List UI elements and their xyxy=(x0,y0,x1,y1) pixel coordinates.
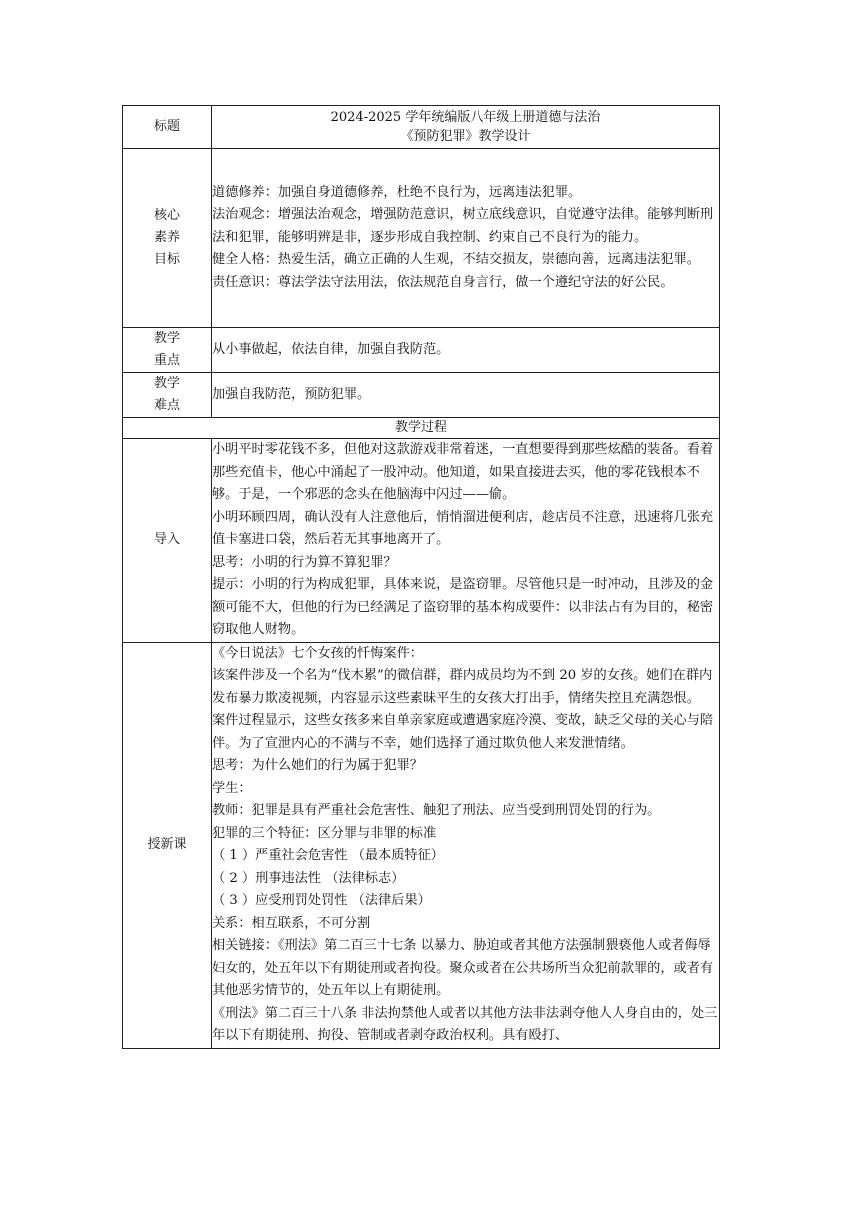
paragraph: 相关链接：《刑法》第二百三十七条 以暴力、胁迫或者其他方法强制猥亵他人或者侮辱妇女的，处五年以下有期徒刑或者拘役。聚众或者在公共场所当众犯前款罪的，或者有其他恶劣情节的，处五年以上有期徒刑。 xyxy=(212,938,714,998)
label-line: 难点 xyxy=(153,398,180,413)
process-header-row xyxy=(123,418,720,439)
label-line: 教学 xyxy=(153,376,180,391)
paragraph: 犯罪的三个特征：区分罪与非罪的标准 xyxy=(212,825,437,841)
paragraph: 教师：犯罪是具有严重社会危害性、触犯了刑法、应当受到刑罚处罚的行为。 xyxy=(212,803,661,818)
new-lesson-content xyxy=(212,642,720,1048)
paragraph: 《刑法》第二百三十八条 非法拘禁他人或者以其他方法非法剥夺他人人身自由的，处三年以下有期徒刑、拘役、管制或者剥夺政治权利。具有殴打、 xyxy=(212,1005,718,1043)
paragraph: 关系：相互联系，不可分割 xyxy=(212,915,371,931)
intro-row xyxy=(123,439,720,643)
paragraph: （ 1 ）严重社会危害性 （最本质特征） xyxy=(212,848,444,863)
paragraph: 案件过程显示，这些女孩多来自单亲家庭或遭遇家庭冷漠、变故，缺乏父母的关心与陪伴。为了宣泄内心的不满与不幸，她们选择了通过欺负他人来发泄情绪。 xyxy=(212,713,714,751)
lesson-plan-table xyxy=(122,105,720,1049)
paragraph: （ 2 ）刑事违法性 （法律标志） xyxy=(212,870,405,886)
key-point-content: 从小事做起，依法自律，加强自我防范。 xyxy=(212,328,720,373)
paragraph: 提示：小明的行为构成犯罪，具体来说，是盗窃罪。尽管他只是一时冲动，且涉及的金额可能不大，但他的行为已经满足了盗窃罪的基本构成要件：以非法占有为目的，秘密窃取他人财物。 xyxy=(212,577,714,637)
label-line: 教学 xyxy=(153,331,180,346)
key-point-label xyxy=(123,328,212,373)
label-line: 目标 xyxy=(153,252,180,267)
paragraph: 法治观念：增强法治观念，增强防范意识，树立底线意识，自觉遵守法律。能够判断刑法和犯罪，能够明辨是非，逐步形成自我控制、约束自己不良行为的能力。 xyxy=(212,207,714,245)
label-line: 素养 xyxy=(153,230,180,245)
core-competency-content xyxy=(212,149,720,328)
intro-content xyxy=(212,439,720,643)
paragraph: 责任意识：尊法学法守法用法，依法规范自身言行，做一个遵纪守法的好公民。 xyxy=(212,274,674,290)
key-point-row xyxy=(123,328,720,373)
paragraph: 学生： xyxy=(212,780,252,796)
difficulty-label xyxy=(123,373,212,418)
difficulty-content: 加强自我防范，预防犯罪。 xyxy=(212,373,720,418)
title-line-2: 《预防犯罪》教学设计 xyxy=(400,129,531,144)
title-line-1: 2024-2025 学年统编版八年级上册道德与法治 xyxy=(330,110,601,125)
paragraph: 思考：为什么她们的行为属于犯罪？ xyxy=(212,758,423,773)
process-header: 教学过程 xyxy=(123,418,720,439)
new-lesson-row xyxy=(123,642,720,1048)
core-competency-label xyxy=(123,149,212,328)
paragraph: 《今日说法》七个女孩的忏悔案件： xyxy=(212,645,423,661)
paragraph: 该案件涉及一个名为“伐木累”的微信群，群内成员均为不到 20 岁的女孩。她们在群内发布暴力欺凌视频，内容显示这些素昧平生的女孩大打出手，情绪失控且充满怨恨。 xyxy=(212,668,713,706)
label-line: 重点 xyxy=(153,353,180,368)
label-line: 核心 xyxy=(153,208,180,223)
paragraph: 小明平时零花钱不多，但他对这款游戏非常着迷，一直想要得到那些炫酷的装备。看着那些充值卡，他心中涌起了一股冲动。他知道，如果直接进去买，他的零花钱根本不够。于是，一个邪恶的念头在他脑海中闪过——偷。 xyxy=(212,442,714,502)
new-lesson-label: 授新课 xyxy=(123,642,212,1048)
paragraph: （ 3 ）应受刑罚处罚性 （法律后果） xyxy=(212,893,431,908)
title-row xyxy=(123,106,720,149)
paragraph: 思考：小明的行为算不算犯罪？ xyxy=(212,554,397,570)
intro-label: 导入 xyxy=(123,439,212,643)
title-label: 标题 xyxy=(123,106,212,149)
paragraph: 小明环顾四周，确认没有人注意他后，悄悄溜进便利店，趁店员不注意，迅速将几张充值卡塞进口袋，然后若无其事地离开了。 xyxy=(212,509,714,547)
difficulty-row xyxy=(123,373,720,418)
paragraph: 道德修养：加强自身道德修养，杜绝不良行为，远离违法犯罪。 xyxy=(212,184,582,200)
paragraph: 健全人格：热爱生活，确立正确的人生观，不结交损友，崇德向善，远离违法犯罪。 xyxy=(212,252,700,268)
core-competency-row xyxy=(123,149,720,328)
document-title xyxy=(212,106,720,149)
